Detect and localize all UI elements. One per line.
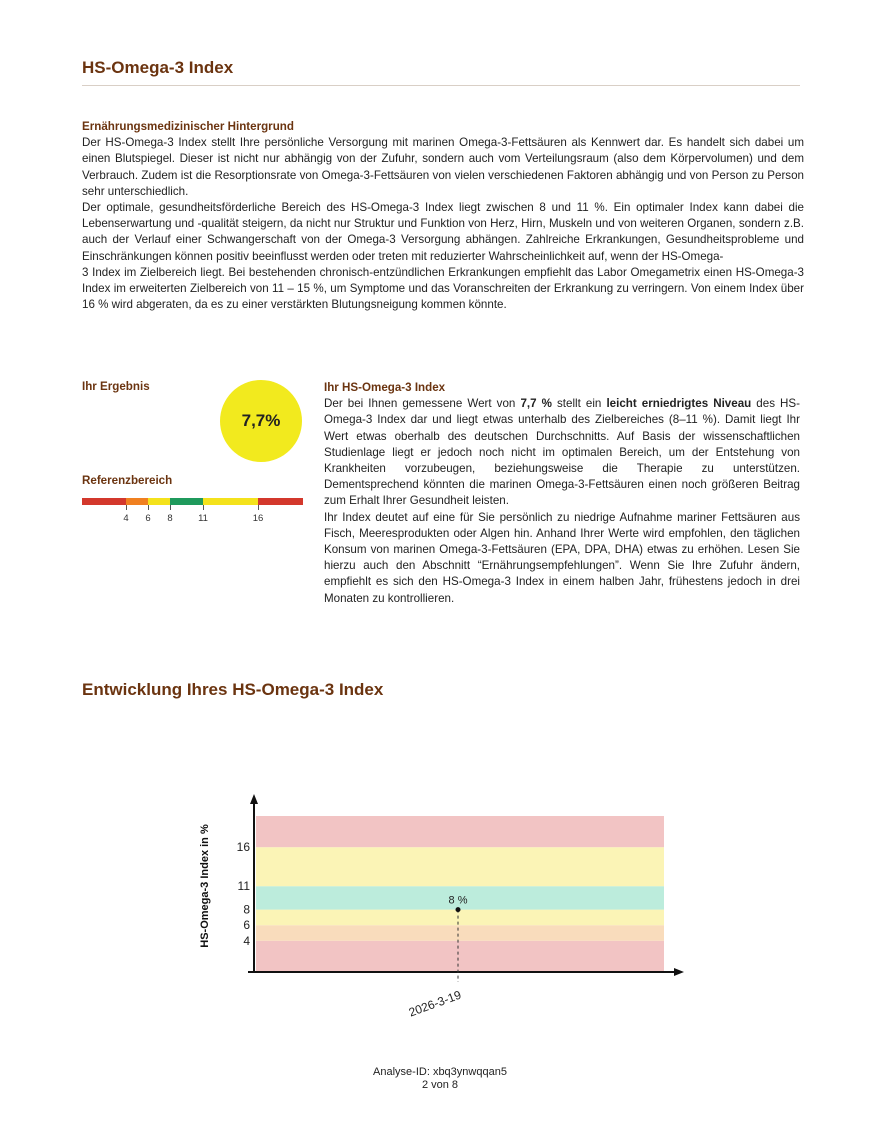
interpretation-heading: Ihr HS-Omega-3 Index: [324, 381, 446, 394]
interpretation-text: stellt ein: [551, 397, 607, 411]
y-tick-label: 8: [243, 902, 250, 917]
analysis-id: Analyse-ID: xbq3ynwqqan5: [373, 1066, 507, 1078]
reference-segment-yellow-low: [148, 498, 170, 505]
chart-band: [256, 925, 664, 941]
reference-segment-orange: [126, 498, 148, 505]
footer: [0, 1066, 880, 1092]
y-axis-label: HS-Omega-3 Index in %: [199, 824, 211, 948]
reference-tick-label: 16: [252, 513, 264, 524]
chart-band: [256, 910, 664, 926]
chart-band: [256, 941, 664, 972]
interpretation-text: Der bei Ihnen gemessene Wert von: [324, 397, 521, 411]
reference-segment-red-high: [258, 498, 303, 505]
page-number: 2 von 8: [421, 1079, 459, 1091]
background-paragraph: Der optimale, gesundheitsförderliche Bereich des HS-Omega-3 Index liegt zwischen 8 und 11 %. Ein optimaler Index kann dabei die Lebenserwartung und -qualität steigern, da nicht nur Struktur und Funktion von Herz, Hirn, Muskeln und von weiteren Organen, sondern z.B. auch der Verlauf einer Schwangerschaft von der Omega-3 Versorgung abhängen. Zahlreiche Erkrankungen, Gesundheitsprobleme und Einschränkungen können positiv beeinflusst werden oder treten mit reduzierter Wahrscheinlichkeit auf, wenn der HS-Omega-: [82, 201, 804, 263]
reference-tick-label: 6: [145, 513, 151, 524]
background-paragraph: Der HS-Omega-3 Index stellt Ihre persönliche Versorgung mit marinen Omega-3-Fettsäuren als Kennwert dar. Es handelt sich dabei um einen Blutspiegel. Dieser ist nicht nur abhängig von der Zufuhr, sondern auch vom Verteilungsraum (also dem Körpervolumen) und dem Verbrauch. Zudem ist die Resorptionsrate von Omega-3-Fettsäuren von vielen verschiedenen Faktoren abhängig und von Person zu Person sehr unterschiedlich.: [82, 136, 804, 198]
interpretation-section: [324, 380, 800, 607]
y-tick-labels: [237, 840, 251, 948]
reference-tick: [258, 505, 259, 510]
reference-tick-label: 11: [198, 513, 208, 524]
interpretation-text: des HS-Omega-3 Index dar und liegt etwas unterhalb des Zielbereiches (8–11 %). Damit liegt Ihr Wert etwas oberhalb des deutschen Durchschnitts. Auf Basis der wissenschaftlichen Studienlage liegt er jedoch noch nicht im optimalen Bereich, um der Entstehung von Krankheiten vorzubeugen, beziehungsweise die Therapie zu unterstützen. Dementsprechend könnten die marinen Omega-3-Fettsäuren einen noch größeren Beitrag zum Erhalt Ihrer Gesundheit leisten.: [324, 397, 801, 508]
y-tick-label: 16: [236, 840, 250, 855]
reference-ticks: [82, 505, 303, 525]
page-title: HS-Omega-3 Index: [82, 58, 234, 77]
reference-segment-green: [170, 498, 203, 505]
x-axis-arrow: [674, 968, 684, 976]
background-paragraph: 3 Index im Zielbereich liegt. Bei bestehenden chronisch-entzündlichen Erkrankungen empfiehlt das Labor Omegametrix einen HS-Omega-3 Index im erweiterten Zielbereich von 11 – 15 %, um Symptome und das Voranschreiten der Erkrankung zu verringern. Von einem Index über 16 % wird abgeraten, da es zu einer verstärkten Blutungsneigung kommen könnte.: [82, 265, 804, 312]
chart-band: [256, 847, 664, 886]
data-point: [456, 907, 461, 912]
x-tick-label: 2026-3-19: [406, 987, 464, 1020]
y-tick-label: 4: [243, 933, 250, 948]
reference-tick-label: 8: [167, 513, 173, 524]
interpretation-level: leicht erniedrigtes Niveau: [606, 397, 752, 411]
reference-tick: [126, 505, 127, 510]
reference-tick: [148, 505, 149, 510]
result-value: 7,7%: [241, 411, 281, 430]
y-tick-label: 6: [243, 918, 250, 933]
data-label: 8 %: [448, 894, 468, 907]
development-title: Entwicklung Ihres HS-Omega-3 Index: [82, 680, 384, 699]
reference-bar: [82, 498, 303, 505]
result-circle: [220, 380, 302, 462]
interpretation-paragraph: [324, 396, 800, 509]
y-axis-arrow: [250, 794, 258, 804]
development-chart: [190, 790, 700, 1030]
reference-label: Referenzbereich: [82, 474, 173, 487]
interpretation-paragraph: Ihr Index deutet auf eine für Sie persönlich zu niedrige Aufnahme mariner Fettsäuren aus Fisch, Meeresprodukten oder Algen hin. Anhand Ihrer Werte wird empfohlen, den täglichen Konsum von marinen Omega-3-Fettsäuren (EPA, DPA, DHA) etwas zu erhöhen. Lesen Sie hierzu auch den Abschnitt “Ernährungsempfehlungen”. Wenn Sie Ihre Zufuhr ändern, empfiehlt es sich den HS-Omega-3 Index in einem halben Jahr, frühestens jedoch in drei Monaten zu kontrollieren.: [324, 510, 800, 605]
chart-band: [256, 816, 664, 847]
reference-tick-label: 4: [123, 513, 129, 524]
reference-tick: [203, 505, 204, 510]
result-label: Ihr Ergebnis: [82, 380, 150, 393]
reference-segment-red-low: [82, 498, 126, 505]
reference-segment-yellow-high: [203, 498, 258, 505]
y-tick-label: 11: [237, 879, 250, 894]
background-heading: Ernährungsmedizinischer Hintergrund: [82, 120, 294, 133]
interpretation-value: 7,7 %: [520, 397, 552, 411]
background-section: [82, 119, 804, 313]
title-divider: [82, 85, 800, 86]
reference-tick: [170, 505, 171, 510]
